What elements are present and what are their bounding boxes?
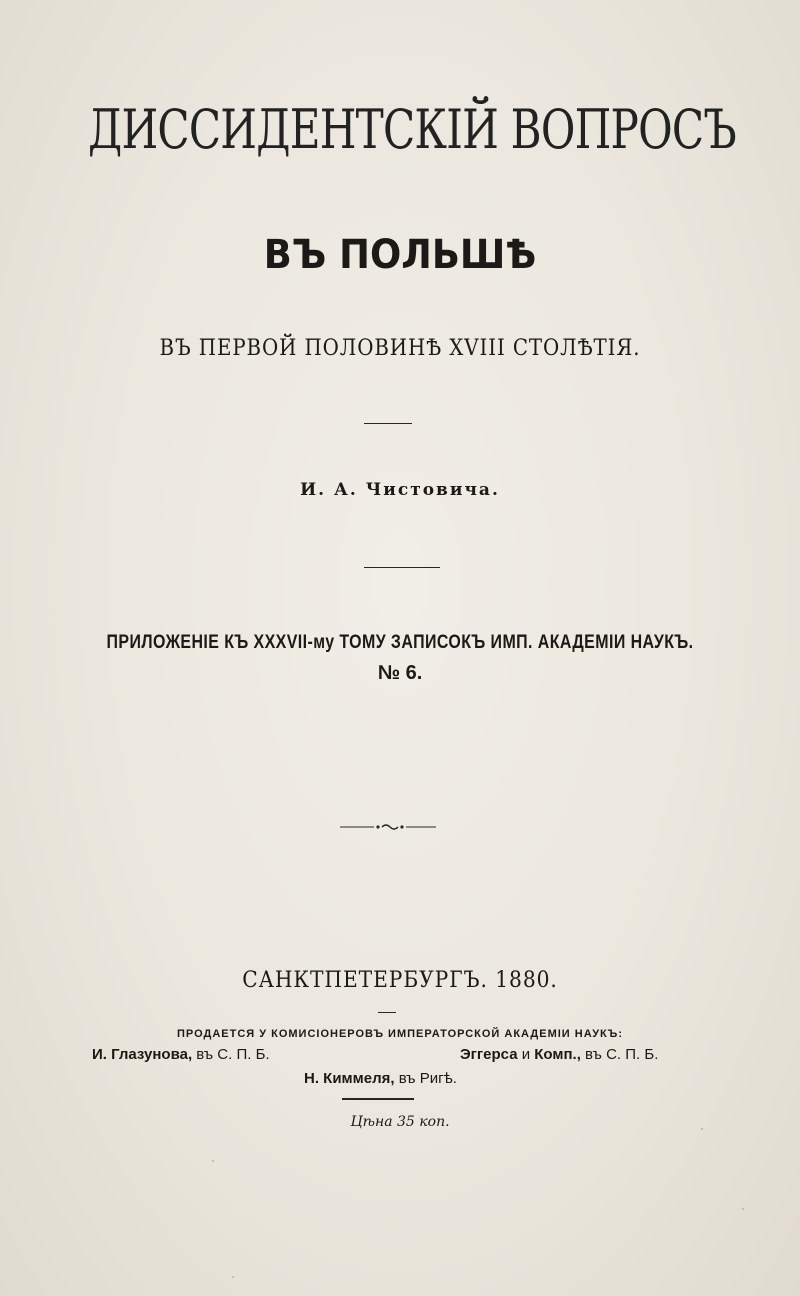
author-name: И. А. Чистовича. bbox=[300, 480, 500, 500]
paper-speck bbox=[212, 1160, 214, 1162]
seller-eggers-name: Эггерса bbox=[460, 1046, 518, 1063]
divider-rule-4 bbox=[342, 1098, 414, 1100]
divider-rule-2 bbox=[364, 567, 440, 568]
divider-rule-1 bbox=[364, 423, 412, 424]
book-subtitle: ВЪ ПОЛЬШѢ bbox=[263, 232, 537, 278]
seller-glazunov-place: въ С. П. Б. bbox=[192, 1046, 270, 1063]
sold-at-note: ПРОДАЕТСЯ У КОМИСІОНЕРОВЪ ИМПЕРАТОРСКОЙ АКАДЕМІИ НАУКЪ: bbox=[176, 1028, 624, 1040]
seller-eggers bbox=[460, 1046, 658, 1063]
seller-kimmel-place: въ Ригѣ. bbox=[394, 1070, 457, 1087]
seller-kimmel-name: Н. Киммеля, bbox=[304, 1070, 395, 1087]
paper-speck bbox=[701, 1128, 703, 1130]
seller-glazunov bbox=[92, 1046, 270, 1063]
seller-kimmel bbox=[304, 1070, 457, 1087]
appendix-note: ПРИЛОЖЕНІЕ КЪ XXXVII-му ТОМУ ЗАПИСОКЪ ИМП. АКАДЕМІИ НАУКЪ. bbox=[106, 632, 694, 653]
divider-rule-3 bbox=[378, 1012, 396, 1013]
seller-eggers-conj: и bbox=[517, 1046, 535, 1063]
seller-eggers-name2: Комп., bbox=[534, 1046, 581, 1063]
paper-speck bbox=[232, 1276, 234, 1278]
price-note: Цѣна 35 коп. bbox=[350, 1114, 450, 1130]
seller-eggers-place: въ С. П. Б. bbox=[580, 1046, 659, 1063]
seller-glazunov-name: И. Глазунова, bbox=[92, 1046, 193, 1063]
ornament-icon bbox=[340, 822, 436, 832]
imprint-city-year: САНКТПЕТЕРБУРГЪ. 1880. bbox=[242, 968, 558, 993]
book-period: ВЪ ПЕРВОЙ ПОЛОВИНѢ XVIII СТОЛѢТІЯ. bbox=[159, 336, 641, 361]
issue-number: № 6. bbox=[377, 662, 423, 684]
paper-speck bbox=[742, 1208, 744, 1210]
book-title: ДИССИДЕНТСКІЙ ВОПРОСЪ bbox=[88, 98, 736, 161]
